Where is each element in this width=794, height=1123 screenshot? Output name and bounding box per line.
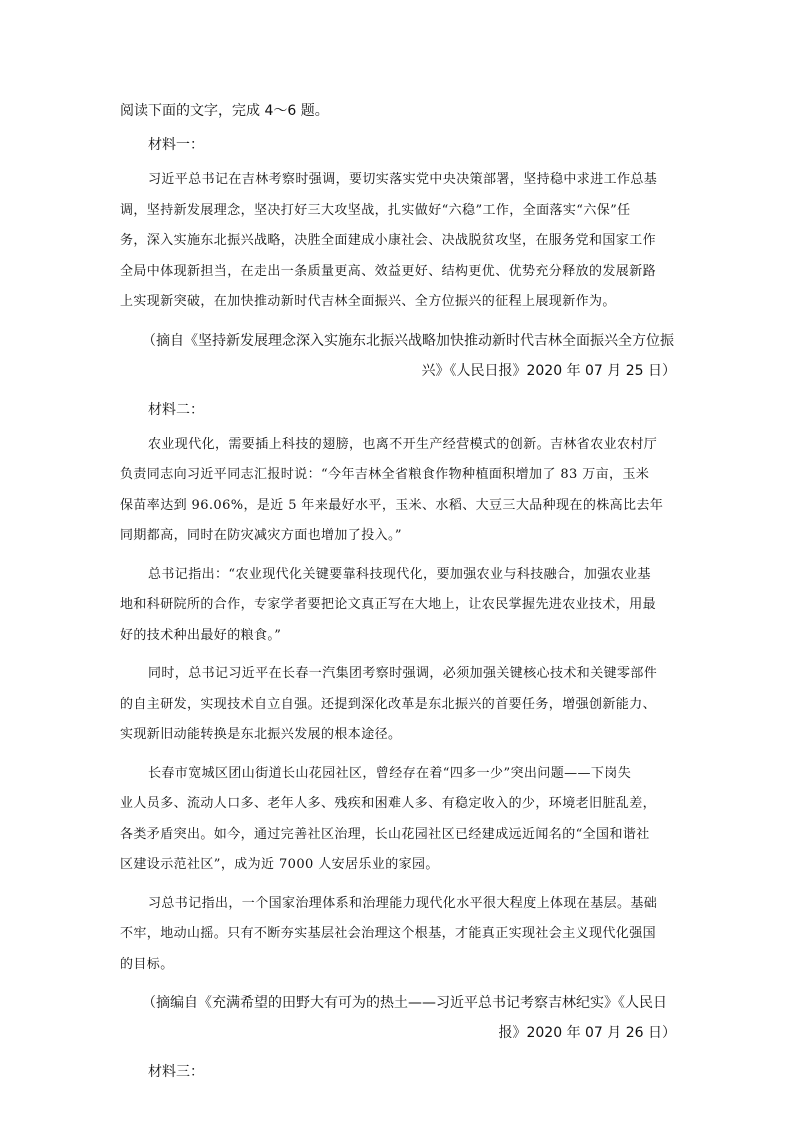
material-one-source [120,326,676,386]
text-line: 保苗率达到 96.06%，是近 5 年来最好水平，玉米、水稻、大豆三大品种现在的株高比去年 [120,497,664,513]
text-line: 的自主研发，实现技术自立自强。还提到深化改革是东北振兴的首要任务，增强创新能力、 [120,696,657,712]
material-two-source [120,988,676,1048]
text-line: 区建设示范社区”，成为近 7000 人安居乐业的家园。 [120,857,439,872]
source-line: （摘编自《充满希望的田野大有可为的热土——习近平总书记考察吉林纪实》《人民日 [142,995,667,1011]
text-line: 负责同志向习近平同志汇报时说：“今年吉林全省粮食作物种植面积增加了 83 万亩，玉米 [120,467,650,482]
material-three-title: 材料三： [148,1064,204,1080]
material-two-paragraph-4 [120,759,676,881]
text-line: 农业现代化，需要插上科技的翅膀，也离不开生产经营模式的创新。吉林省农业农村厅 [148,436,658,452]
text-line: 调，坚持新发展理念，坚决打好三大攻坚战，扎实做好“六稳”工作，全面落实“六保”任 [120,202,631,218]
text-line: 业人员多、流动人口多、老年人多、残疾和困难人多、有稳定收入的少，环境老旧脏乱差， [120,796,657,811]
material-one-title: 材料一： [148,137,204,153]
text-line: 务，深入实施东北振兴战略，决胜全面建成小康社会、决战脱贫攻坚，在服务党和国家工作 [120,233,657,248]
text-line: 不牢，地动山摇。只有不断夯实基层社会治理这个根基，才能真正实现社会主义现代化强国 [120,926,657,941]
text-line: 的目标。 [120,956,174,972]
text-line: 上实现新突破，在加快推动新时代吉林全面振兴、全方位振兴的征程上展现新作为。 [120,294,616,309]
text-line: 习近平总书记在吉林考察时强调，要切实落实党中央决策部署，坚持稳中求进工作总基 [148,172,658,187]
text-line: 长春市宽城区团山街道长山花园社区，曾经存在着“四多一少”突出问题——下岗失 [148,765,632,781]
text-line: 全局中体现新担当，在走出一条质量更高、效益更好、结构更优、优势充分释放的发展新路 [120,263,657,279]
material-two-paragraph-3 [120,659,676,751]
text-line: 好的技术种出最好的粮食。” [120,627,282,643]
source-line: 报》2020 年 07 月 26 日） [498,1025,676,1041]
text-line: 地和科研院所的合作，专家学者要把论文真正写在大地上，让农民掌握先进农业技术，用最 [120,597,657,612]
material-two-paragraph-2 [120,560,676,652]
source-line: 兴》《人民日报》2020 年 07 月 25 日） [421,362,676,379]
text-line: 习总书记指出，一个国家治理体系和治理能力现代化水平很大程度上体现在基层。基础 [148,895,658,911]
document-page [120,97,676,1092]
reading-instruction: 阅读下面的文字，完成 4～6 题。 [120,103,329,119]
text-line: 各类矛盾突出。如今，通过完善社区治理，长山花园社区已经建成远近闻名的“全国和谐社 [120,826,650,842]
material-two-paragraph-1 [120,430,676,552]
text-line: 实现新旧动能转换是东北振兴发展的根本途径。 [120,727,402,742]
text-line: 同期都高，同时在防灾减灾方面也增加了投入。” [120,528,402,543]
text-line: 总书记指出：“农业现代化关键要靠科技现代化，要加强农业与科技融合，加强农业基 [148,566,651,582]
material-one-paragraph [120,165,676,318]
material-two-title: 材料二： [148,401,204,418]
source-line: （摘自《坚持新发展理念深入实施东北振兴战略加快推动新时代吉林全面振兴全方位振 [142,332,674,349]
text-line: 同时，总书记习近平在长春一汽集团考察时强调，必须加强关键核心技术和关键零部件 [148,666,658,681]
material-two-paragraph-5 [120,889,676,981]
